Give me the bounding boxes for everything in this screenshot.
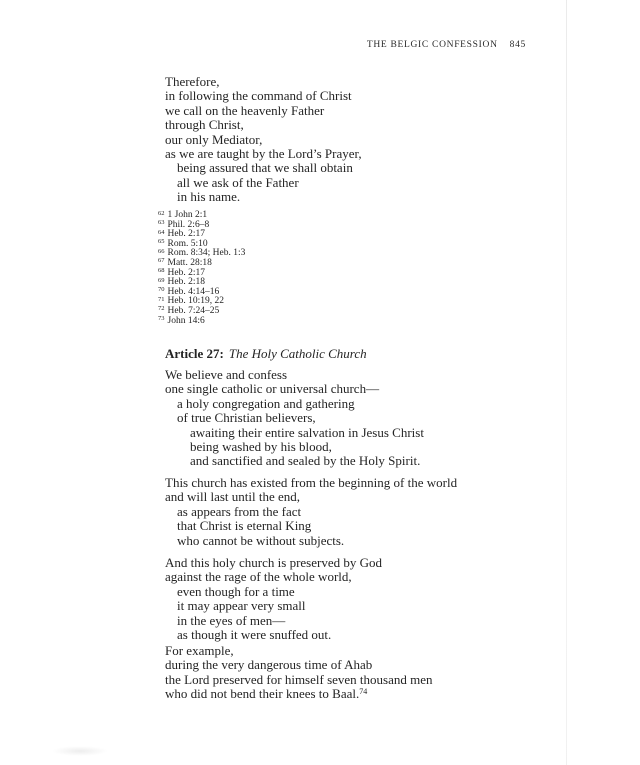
verse-line: of true Christian believers,: [177, 410, 316, 426]
running-title: THE BELGIC CONFESSION: [366, 40, 498, 50]
verse-line: We believe and confess: [165, 367, 288, 382]
footnote-ref: Heb. 2:17: [167, 267, 205, 278]
verse-line: as appears from the fact: [177, 503, 302, 519]
verse-line: it may appear very small: [177, 598, 306, 614]
footnote-number: 64: [158, 228, 165, 236]
verse-line: during the very dangerous time of Ahab: [165, 657, 373, 673]
verse-paragraph-5: [165, 644, 585, 702]
footnote-ref: Matt. 28:18: [167, 257, 212, 268]
footnote-ref: Heb. 2:17: [167, 229, 205, 240]
verse-line: in following the command of Christ: [165, 88, 352, 104]
verse-line: through Christ,: [165, 117, 244, 133]
footnote-number: 66: [158, 247, 165, 255]
verse-line: even though for a time: [177, 583, 295, 599]
verse-line: being washed by his blood,: [190, 439, 332, 455]
verse-line: Therefore,: [165, 74, 220, 89]
verse-line: as though it were snuffed out.: [177, 627, 332, 643]
verse-line: against the rage of the whole world,: [165, 569, 352, 585]
verse-line: a holy congregation and gathering: [177, 395, 355, 411]
scan-smudge: [52, 746, 108, 756]
verse-line: we call on the heavenly Father: [165, 102, 325, 118]
verse-line: being assured that we shall obtain: [177, 160, 353, 176]
article-title: The Holy Catholic Church: [228, 346, 367, 361]
footnote-number: 63: [158, 219, 165, 227]
footnote-number: 73: [158, 315, 165, 323]
verse-line-text: who did not bend their knees to Baal.: [165, 686, 360, 702]
running-header: [367, 40, 526, 50]
footnote-number: 68: [158, 267, 165, 275]
article-number-label: Article 27:: [165, 346, 224, 361]
verse-line: And this holy church is preserved by God: [165, 555, 382, 570]
verse-line: who cannot be without subjects.: [177, 532, 345, 548]
verse-paragraph-1: [165, 75, 585, 205]
verse-line: as we are taught by the Lord’s Prayer,: [165, 146, 362, 162]
footnote-number: 69: [158, 276, 165, 284]
verse-line: awaiting their entire salvation in Jesus Christ: [190, 424, 424, 440]
footnote-ref-74: 74: [359, 687, 368, 697]
footnote-number: 71: [158, 295, 165, 303]
footnote-number: 67: [158, 257, 165, 265]
verse-line: [165, 687, 585, 701]
verse-line: For example,: [165, 643, 234, 658]
verse-line: one single catholic or universal church—: [165, 381, 380, 397]
footnote-item: [158, 317, 245, 327]
verse-line: in the eyes of men—: [177, 612, 286, 628]
footnote-number: 70: [158, 286, 165, 294]
verse-line: This church has existed from the beginning of the world: [165, 475, 458, 490]
footnote-ref: Heb. 10:19, 22: [167, 296, 224, 307]
footnote-ref: Rom. 8:34; Heb. 1:3: [167, 248, 246, 259]
verse-line: the Lord preserved for himself seven thousand men: [165, 671, 433, 687]
footnote-number: 62: [158, 209, 165, 217]
footnote-number: 65: [158, 238, 165, 246]
footnote-number: 72: [158, 305, 165, 313]
footnote-ref: Heb. 4:14–16: [167, 286, 220, 297]
verse-line: all we ask of the Father: [177, 174, 299, 190]
footnote-list: [158, 211, 245, 326]
verse-line: and sanctified and sealed by the Holy Spirit.: [190, 453, 421, 469]
verse-line: in his name.: [177, 189, 241, 205]
verse-line: and will last until the end,: [165, 489, 301, 505]
verse-paragraph-4: [165, 556, 585, 642]
article-heading: [165, 347, 367, 361]
page-number: 845: [509, 40, 526, 50]
verse-line: our only Mediator,: [165, 131, 263, 147]
footnote-ref: Heb. 2:18: [167, 277, 205, 288]
footnote-ref: Rom. 5:10: [167, 238, 208, 249]
verse-paragraph-3: [165, 476, 585, 548]
verse-line: that Christ is eternal King: [177, 518, 312, 534]
footnote-ref: John 14:6: [167, 315, 205, 326]
footnote-ref: Phil. 2:6–8: [167, 219, 210, 230]
footnote-ref: 1 John 2:1: [167, 210, 208, 220]
footnote-ref: Heb. 7:24–25: [167, 305, 220, 316]
verse-paragraph-2: [165, 368, 585, 469]
